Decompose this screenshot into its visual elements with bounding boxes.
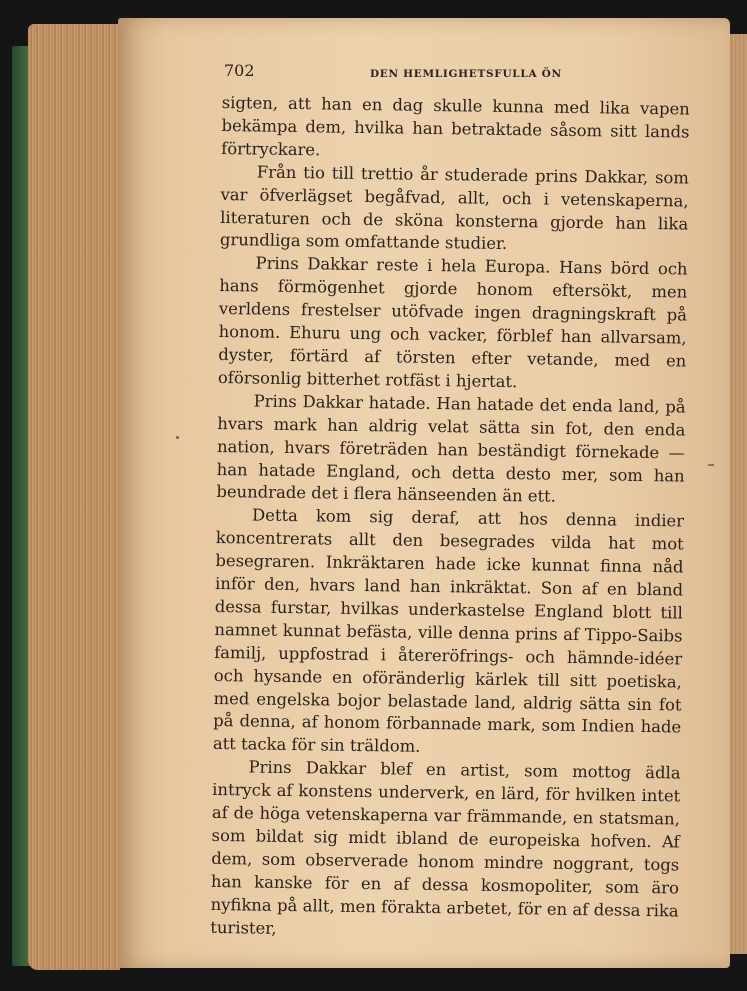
paragraph-3: Prins Dakkar reste i hela Europa. Hans börd och hans förmögenhet gjorde honom eftersökt, men verldens frestelser utöfvade ingen dragningskraft på honom. Ehuru ung och vacker, förblef han allvarsam, dyster, förtärd af törsten efter vetande, med en oförsonlig bitterhet rotfäst i hjertat.	[217, 253, 688, 392]
page-number: 702	[224, 61, 255, 80]
body-text	[210, 92, 690, 946]
paragraph-6: Prins Dakkar blef en artist, som mottog ädla intryck af konstens underverk, en lärd, för hvilken intet af de höga vetenskaperna var främmande, en statsman, som bildat sig midt ibland de europeiska hofven. Af dem, som observerade honom mindre noggrant, togs han kanske för en af dessa kosmopoliter, som äro nyfikna på allt, men förakta arbetet, för en af dessa rika turister,	[210, 757, 681, 938]
margin-dot	[176, 436, 179, 439]
running-header: DEN HEMLIGHETSFULLA ÖN	[370, 68, 562, 80]
page-edges-left	[28, 24, 120, 970]
paragraph-5: Detta kom sig deraf, att hos denna indier koncentrerats allt den besegrades vilda hat mot besegraren. Inkräktaren hade icke kunnat finna nåd inför den, hvars land han inkräktat. Son af en bland dessa furstar, hvilkas underkastelse England blott till namnet kunnat befästa, ville denna prins af Tippo-Saibs familj, uppfostrad i återeröfrings- och hämnde-idéer och hysande en oföränderlig kärlek till sitt poetiska, med engelska bojor belastade land, aldrig sätta sin fot på denna, af honom förbannade mark, som Indien hade att tacka för sin träldom.	[212, 505, 685, 757]
paragraph-2: Från tio till trettio år studerade prins Dakkar, som var öfverlägset begåfvad, allt, och i vetenskaperna, literaturen och de sköna konsterna gjorde han lika grundliga som omfattande studier.	[219, 162, 689, 254]
paragraph-4: Prins Dakkar hatade. Han hatade det enda land, på hvars mark han aldrig velat sätta sin fot, den enda nation, hvars företräden han beständigt förnekade — han hatade England, och detta desto mer, som han beundrade det i flera hänseenden än ett.	[216, 391, 686, 507]
paragraph-1: sigten, att han en dag skulle kunna med lika vapen bekämpa dem, hvilka han betraktade såsom sitt lands förtryckare.	[221, 92, 690, 160]
book-page	[118, 18, 730, 968]
margin-dash	[708, 464, 714, 466]
